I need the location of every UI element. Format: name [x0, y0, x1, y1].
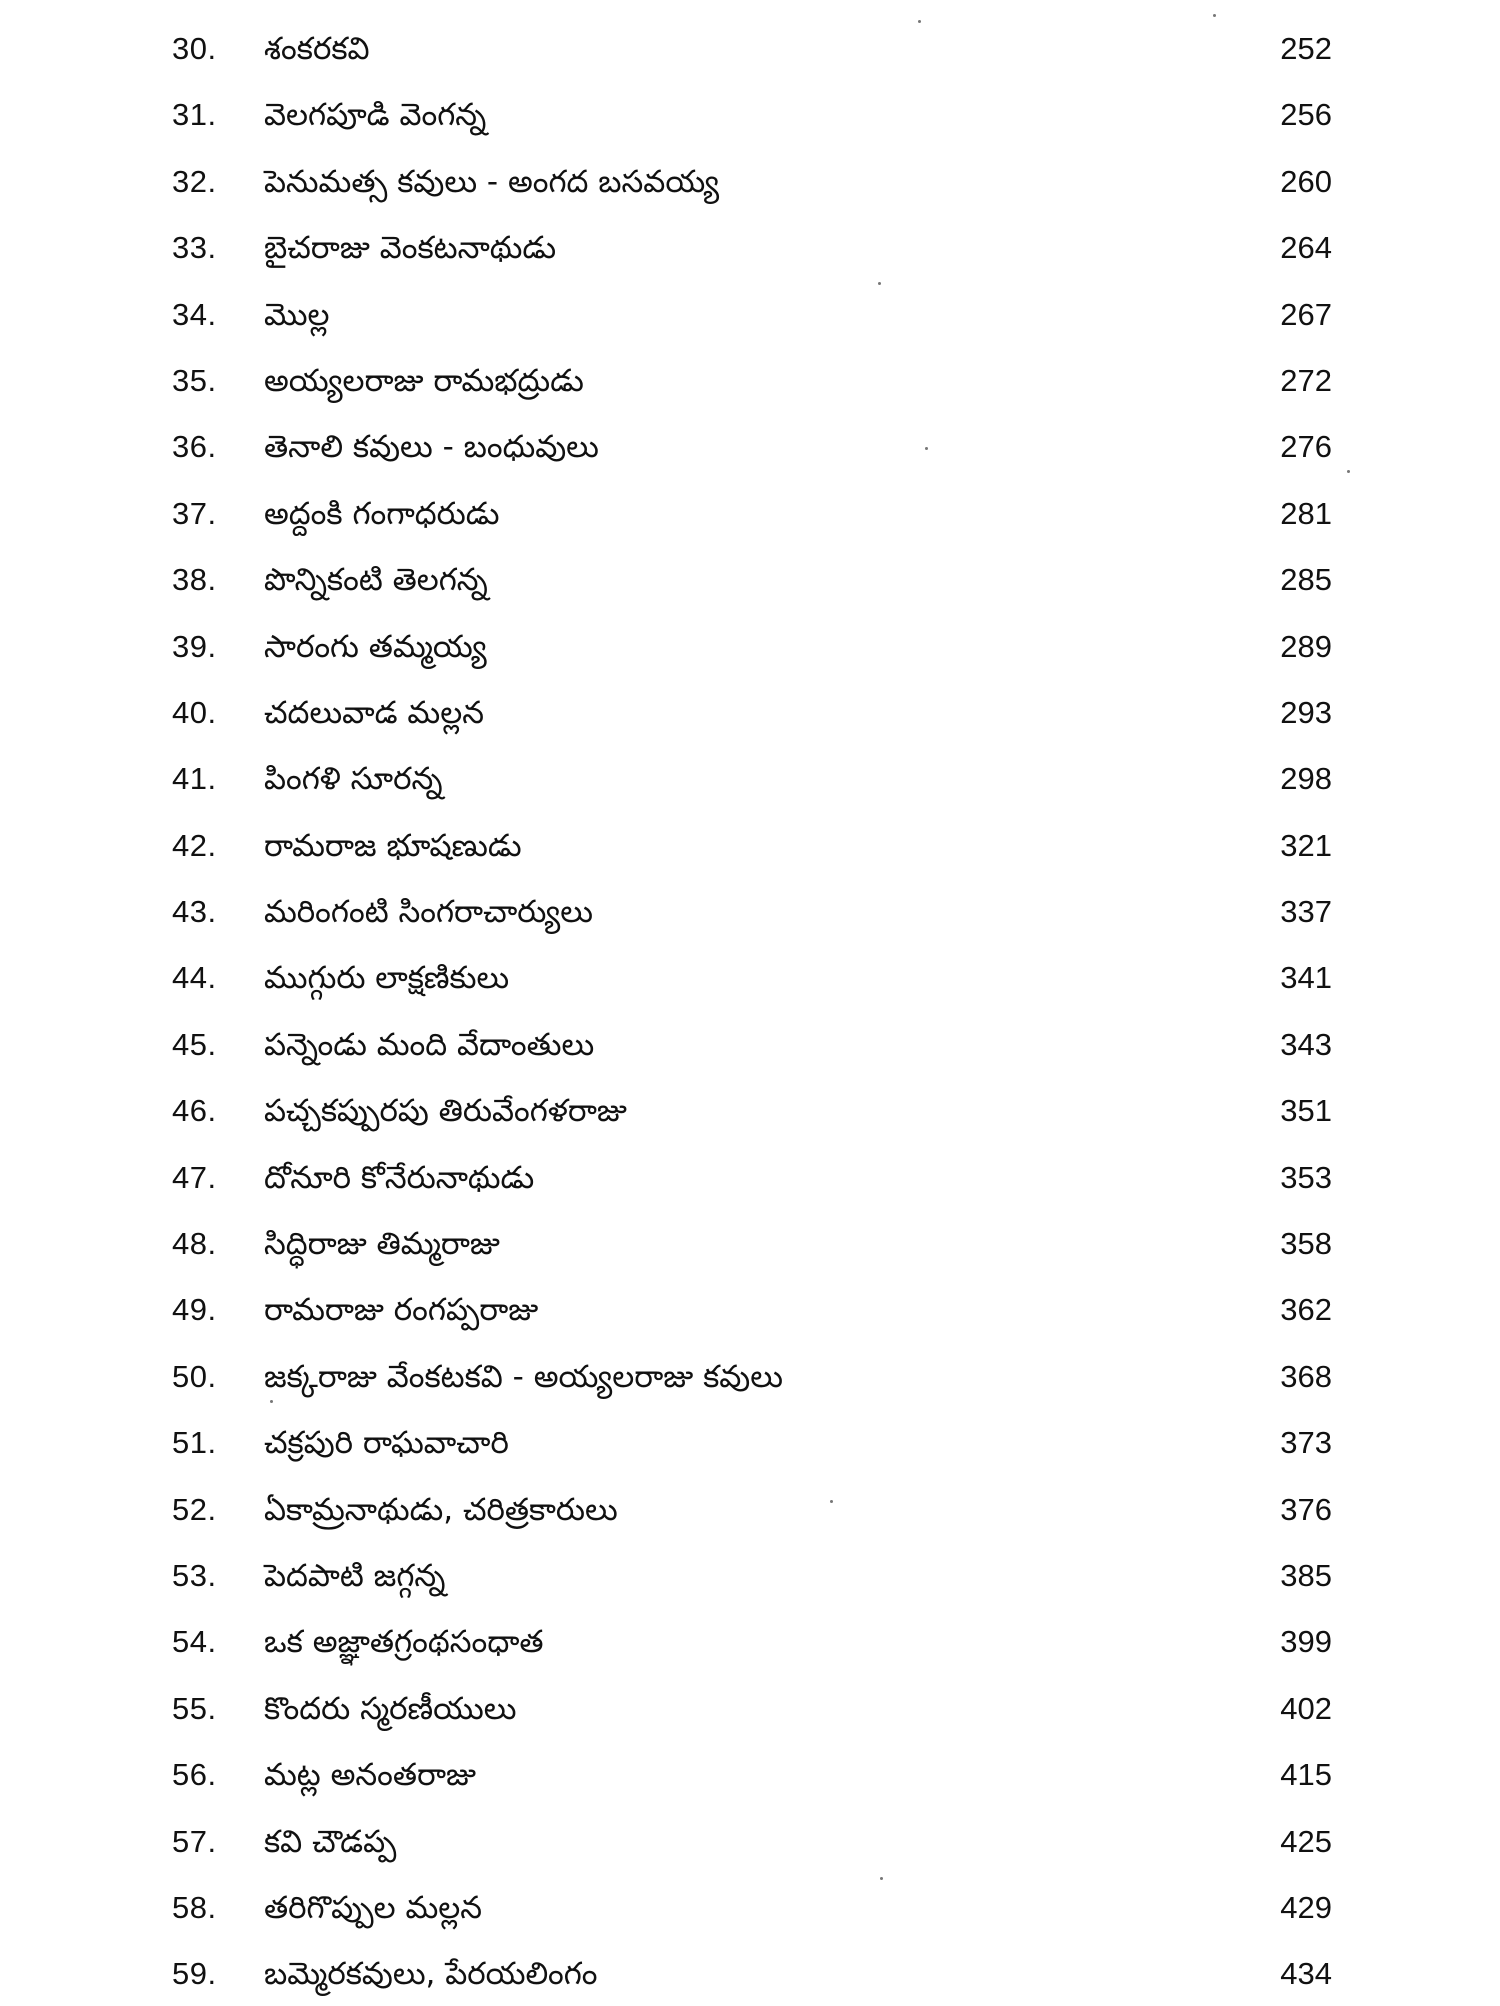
- entry-title: మరింగంటి సింగరాచార్యులు: [264, 894, 593, 931]
- entry-number: 31.: [172, 97, 217, 133]
- entry-title: ఏకామ్రనాథుడు, చరిత్రకారులు: [264, 1491, 618, 1528]
- entry-page-number: 256: [1280, 97, 1332, 133]
- entry-number: 32.: [172, 163, 217, 199]
- entry-number: 34.: [172, 296, 217, 332]
- toc-entry: [0, 678, 1500, 744]
- entry-page-number: 267: [1280, 296, 1332, 332]
- entry-number: 45.: [172, 1026, 217, 1062]
- toc-entry: [0, 1209, 1500, 1275]
- entry-number: 49.: [172, 1292, 217, 1328]
- entry-number: 58.: [172, 1889, 217, 1925]
- toc-entry: [0, 280, 1500, 346]
- entry-page-number: 321: [1280, 827, 1332, 863]
- entry-page-number: 281: [1280, 495, 1332, 531]
- entry-title: బైచరాజు వెంకటనాథుడు: [264, 230, 557, 267]
- entry-title: వెలగపూడి వెంగన్న: [264, 97, 487, 134]
- entry-page-number: 341: [1280, 960, 1332, 996]
- toc-entry: [0, 80, 1500, 146]
- scan-speck: [270, 1400, 273, 1403]
- entry-title: ముగ్గురు లాక్షణికులు: [264, 960, 510, 997]
- entry-number: 53.: [172, 1557, 217, 1593]
- scan-speck: [1347, 470, 1350, 473]
- entry-number: 57.: [172, 1823, 217, 1859]
- entry-title: రామరాజ భూషణుడు: [264, 827, 522, 864]
- toc-entry: [0, 1873, 1500, 1939]
- entry-title: బమ్మెరకవులు, పేరయలింగం: [264, 1956, 598, 1993]
- entry-title: జక్కరాజు వేంకటకవి - అయ్యలరాజు కవులు: [264, 1358, 783, 1395]
- scan-speck: [925, 447, 928, 450]
- toc-entry: [0, 1607, 1500, 1673]
- entry-page-number: 293: [1280, 694, 1332, 730]
- entry-number: 36.: [172, 429, 217, 465]
- entry-page-number: 353: [1280, 1159, 1332, 1195]
- entry-number: 43.: [172, 894, 217, 930]
- entry-number: 52.: [172, 1491, 217, 1527]
- entry-page-number: 276: [1280, 429, 1332, 465]
- entry-title: పన్నెండు మంది వేదాంతులు: [264, 1026, 595, 1063]
- entry-number: 30.: [172, 31, 217, 66]
- entry-number: 39.: [172, 628, 217, 664]
- entry-title: కొందరు స్మరణీయులు: [264, 1690, 517, 1727]
- scan-speck: [878, 282, 881, 285]
- entry-title: ఒక అజ్ఞాతగ్రంథసంధాత: [264, 1624, 544, 1661]
- entry-number: 41.: [172, 761, 217, 797]
- entry-page-number: 429: [1280, 1889, 1332, 1925]
- entry-page-number: 399: [1280, 1624, 1332, 1660]
- entry-number: 54.: [172, 1624, 217, 1660]
- entry-title: తెనాలి కవులు - బంధువులు: [264, 429, 599, 466]
- entry-number: 55.: [172, 1690, 217, 1726]
- entry-title: రామరాజు రంగప్పరాజు: [264, 1292, 539, 1329]
- scan-speck: [1213, 14, 1216, 17]
- entry-number: 40.: [172, 694, 217, 730]
- toc-entry: [0, 1408, 1500, 1474]
- entry-title: సిద్ధిరాజు తిమ్మరాజు: [264, 1226, 500, 1263]
- toc-entry: [0, 412, 1500, 478]
- entry-page-number: 385: [1280, 1557, 1332, 1593]
- toc-entry: [0, 1740, 1500, 1806]
- entry-page-number: 264: [1280, 230, 1332, 266]
- entry-number: 35.: [172, 362, 217, 398]
- toc-entry: [0, 346, 1500, 412]
- entry-page-number: 252: [1280, 31, 1332, 66]
- entry-title: అయ్యలరాజు రామభద్రుడు: [264, 362, 584, 399]
- toc-entry: [0, 1342, 1500, 1408]
- entry-title: చక్రపురి రాఘవాచారి: [264, 1425, 509, 1462]
- entry-page-number: 373: [1280, 1425, 1332, 1461]
- entry-number: 42.: [172, 827, 217, 863]
- entry-title: చదలువాడ మల్లన: [264, 694, 484, 731]
- entry-page-number: 362: [1280, 1292, 1332, 1328]
- toc-entry: [0, 213, 1500, 279]
- toc-entry: [0, 479, 1500, 545]
- toc-entry: [0, 1807, 1500, 1873]
- scan-speck: [880, 1877, 883, 1880]
- entry-number: 33.: [172, 230, 217, 266]
- entry-page-number: 298: [1280, 761, 1332, 797]
- toc-entry: [0, 612, 1500, 678]
- entry-page-number: 368: [1280, 1358, 1332, 1394]
- entry-number: 56.: [172, 1757, 217, 1793]
- scan-speck: [918, 20, 921, 23]
- entry-number: 59.: [172, 1956, 217, 1992]
- entry-page-number: 358: [1280, 1226, 1332, 1262]
- toc-entry: [0, 147, 1500, 213]
- entry-page-number: 337: [1280, 894, 1332, 930]
- entry-title: శంకరకవి: [264, 31, 370, 67]
- entry-title: సారంగు తమ్మయ్య: [264, 628, 487, 665]
- entry-number: 51.: [172, 1425, 217, 1461]
- toc-entry: [0, 943, 1500, 1009]
- toc-entry: [0, 1275, 1500, 1341]
- entry-number: 46.: [172, 1093, 217, 1129]
- entry-page-number: 351: [1280, 1093, 1332, 1129]
- entry-title: దోనూరి కోనేరునాథుడు: [264, 1159, 535, 1196]
- toc-entry: [0, 1143, 1500, 1209]
- entry-page-number: 285: [1280, 562, 1332, 598]
- entry-page-number: 260: [1280, 163, 1332, 199]
- entry-page-number: 425: [1280, 1823, 1332, 1859]
- toc-entry: [0, 1475, 1500, 1541]
- toc-entry: [0, 1541, 1500, 1607]
- entry-title: కవి చౌడప్ప: [264, 1823, 397, 1860]
- entry-page-number: 343: [1280, 1026, 1332, 1062]
- entry-page-number: 402: [1280, 1690, 1332, 1726]
- entry-number: 37.: [172, 495, 217, 531]
- scan-speck: [830, 1500, 833, 1503]
- entry-title: తరిగొప్పుల మల్లన: [264, 1889, 483, 1926]
- toc-entry: [0, 811, 1500, 877]
- entry-number: 50.: [172, 1358, 217, 1394]
- toc-entry: [0, 1010, 1500, 1076]
- entry-page-number: 415: [1280, 1757, 1332, 1793]
- toc-entry: [0, 1939, 1500, 2005]
- toc-entry: [0, 1674, 1500, 1740]
- toc-entry: [0, 1076, 1500, 1142]
- toc-entry: [0, 545, 1500, 611]
- entry-title: పింగళి సూరన్న: [264, 761, 443, 798]
- entry-number: 48.: [172, 1226, 217, 1262]
- entry-page-number: 434: [1280, 1956, 1332, 1992]
- toc-entry: [0, 14, 1500, 80]
- entry-title: పెనుమత్స కవులు - అంగద బసవయ్య: [264, 163, 720, 200]
- entry-title: అద్దంకి గంగాధరుడు: [264, 495, 500, 532]
- entry-number: 44.: [172, 960, 217, 996]
- toc-entry: [0, 877, 1500, 943]
- entry-number: 47.: [172, 1159, 217, 1195]
- entry-title: పొన్నికంటి తెలగన్న: [264, 562, 488, 599]
- entry-title: మొల్ల: [264, 296, 330, 333]
- table-of-contents: [0, 14, 1500, 2006]
- entry-title: పచ్చకప్పురపు తిరువేంగళరాజు: [264, 1093, 627, 1130]
- entry-page-number: 272: [1280, 362, 1332, 398]
- toc-entry: [0, 744, 1500, 810]
- entry-page-number: 289: [1280, 628, 1332, 664]
- entry-number: 38.: [172, 562, 217, 598]
- entry-page-number: 376: [1280, 1491, 1332, 1527]
- entry-title: పెదపాటి జగ్గన్న: [264, 1557, 446, 1594]
- entry-title: మట్ల అనంతరాజు: [264, 1757, 477, 1794]
